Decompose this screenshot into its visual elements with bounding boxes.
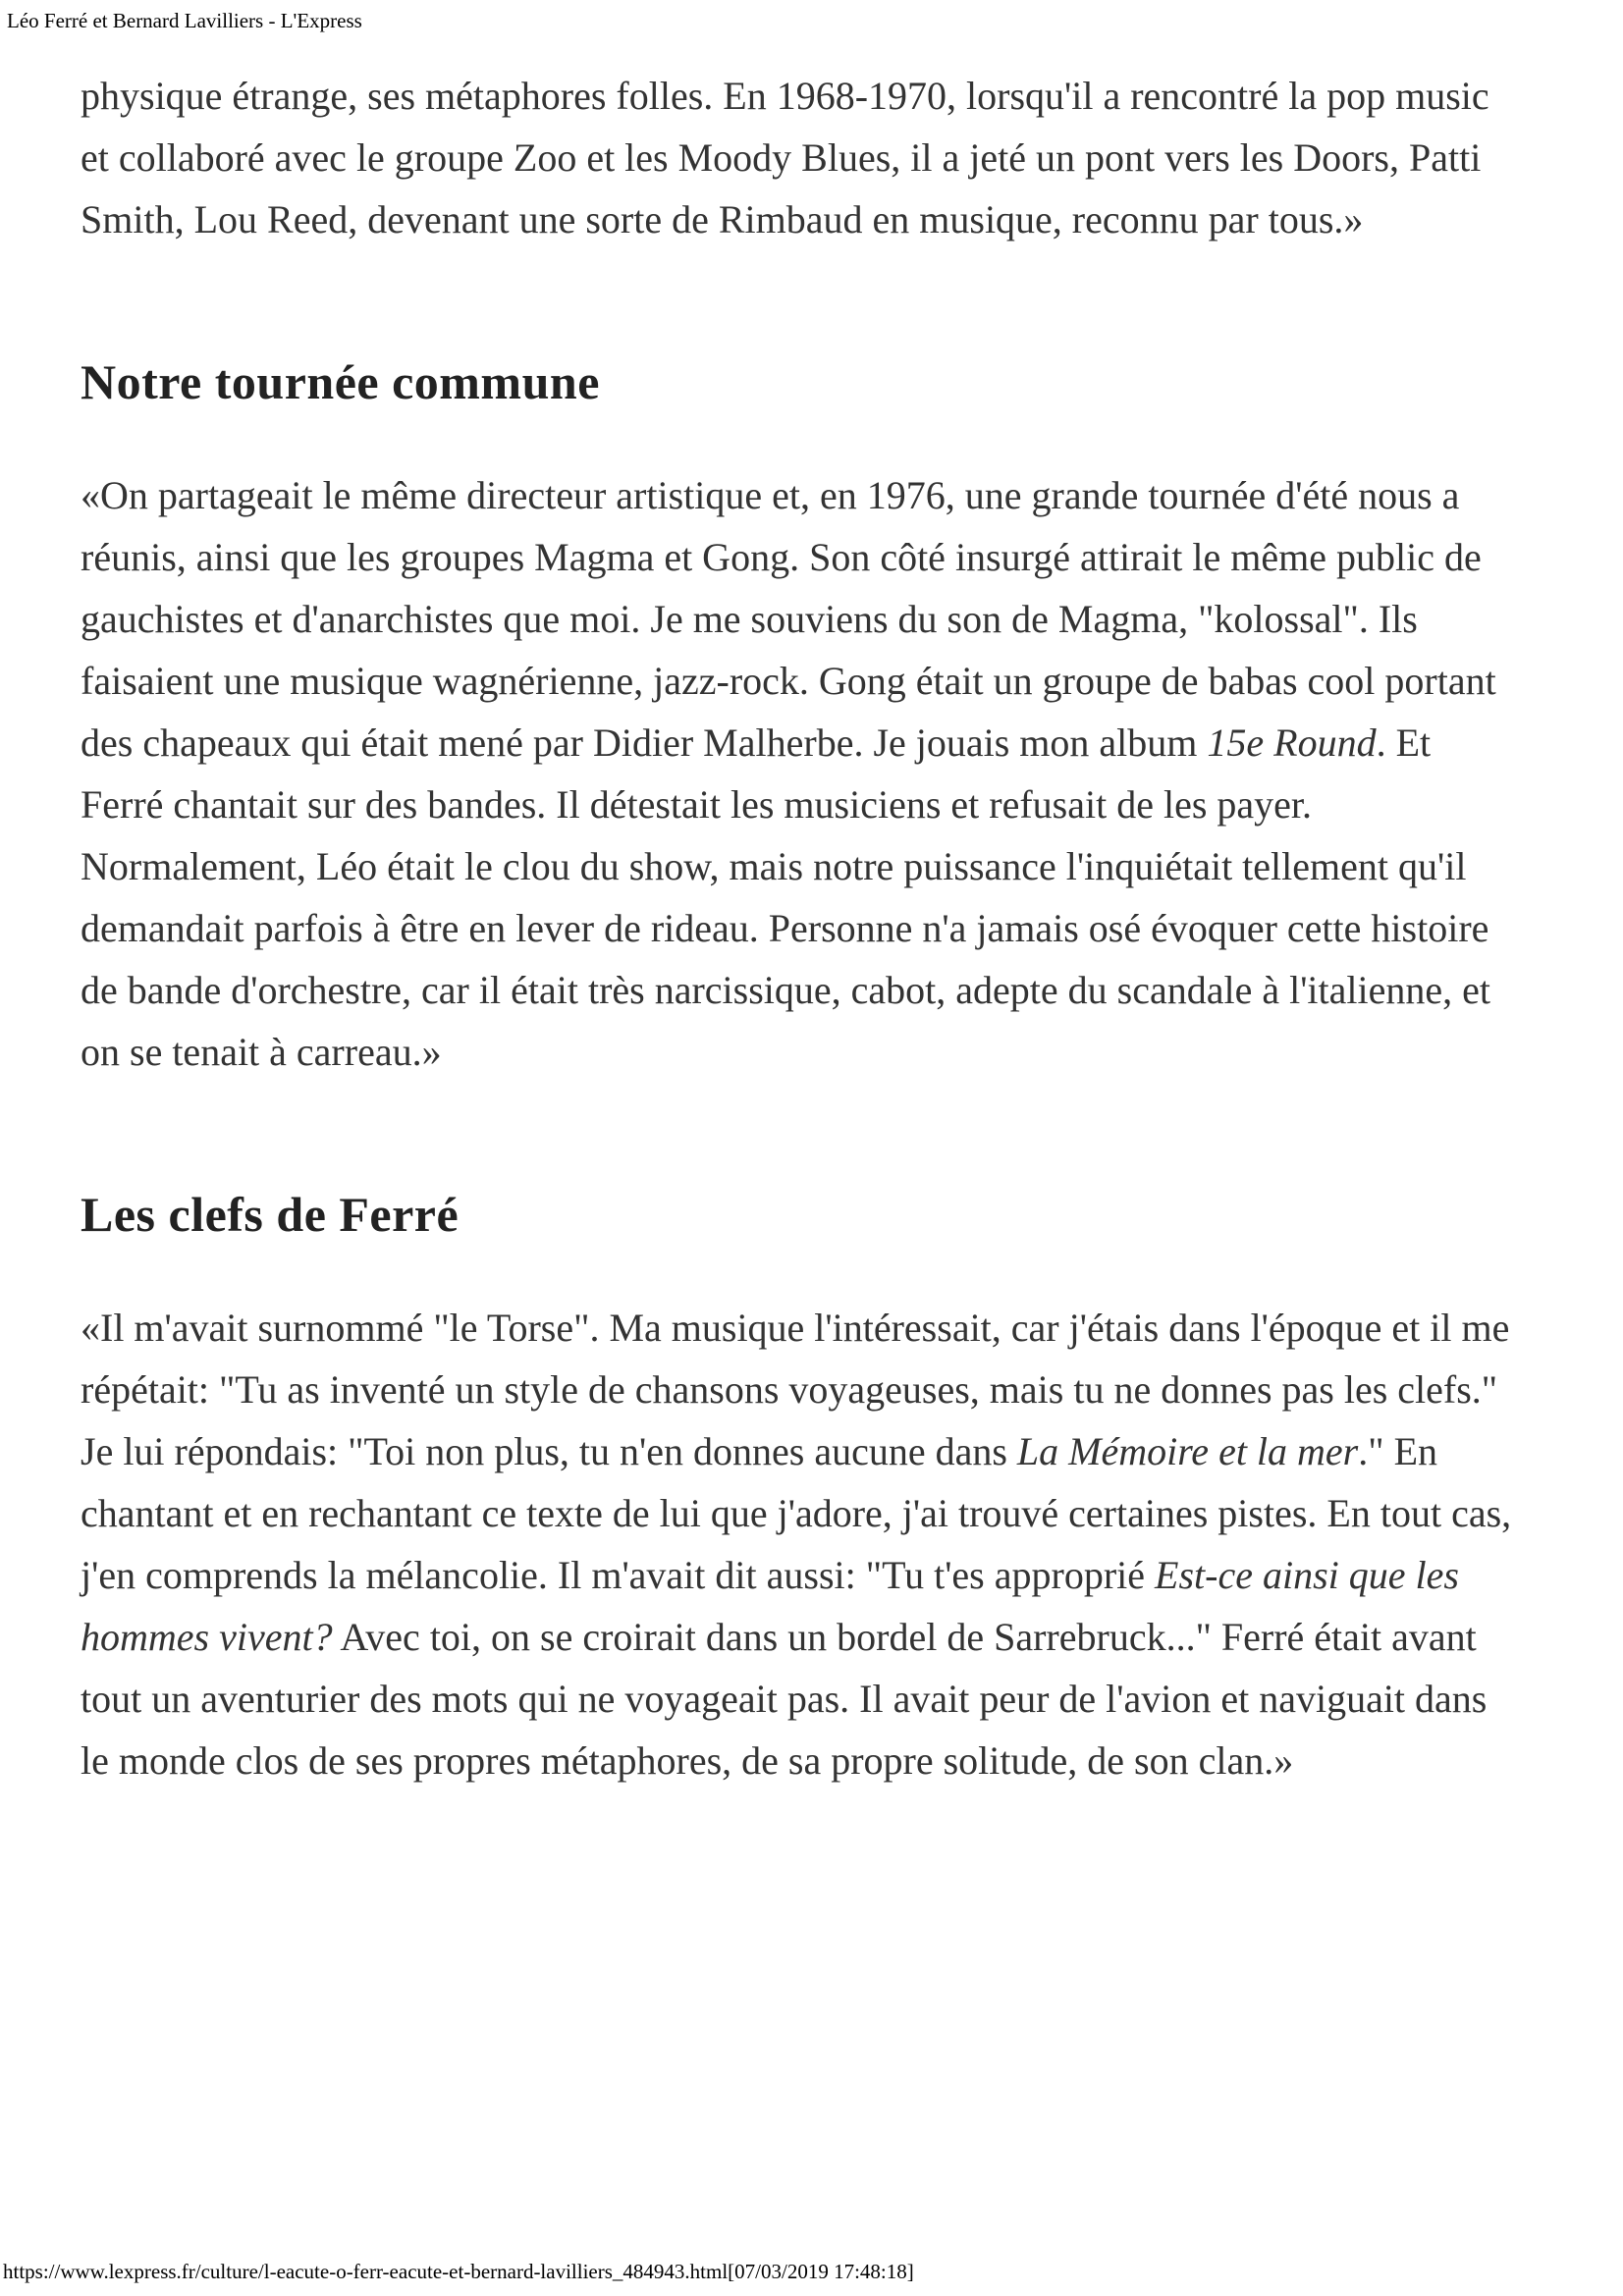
article-paragraph [81,1297,1512,1791]
page-footer-url: https://www.lexpress.fr/culture/l-eacute-o-ferr-eacute-et-bernard-lavilliers_484943.html[07/03/2019 17:48:18] [3,2260,914,2283]
paragraph-text: «Il m'avait surnommé "le Torse". Ma musique l'intéressait, car j'étais dans l'époque et il me répétait: "Tu as inventé un style de chansons voyageuses, mais tu ne donnes pas les clefs." Je lui répondais: "Toi non plus, tu n'en donnes aucune dans [81,1306,1510,1473]
paragraph-text: Avec toi, on se croirait dans un bordel de Sarrebruck..." Ferré était avant tout un aventurier des mots qui ne voyageait pas. Il avait peur de l'avion et naviguait dans le monde clos de ses propres métaphores, de sa propre solitude, de son clan.» [81,1615,1488,1783]
italic-work-title: 15e Round [1207,721,1377,765]
article-blocks [81,65,1512,1791]
paragraph-text: physique étrange, ses métaphores folles. En 1968-1970, lorsqu'il a rencontré la pop music et collaboré avec le groupe Zoo et les Moody Blues, il a jeté un pont vers les Doors, Patti Smith, Lou Reed, devenant une sorte de Rimbaud en musique, reconnu par tous.» [81,74,1489,241]
italic-work-title: Est-ce ainsi que les hommes vivent? [81,1553,1459,1659]
section-heading: Les clefs de Ferré [81,1187,460,1242]
italic-work-title: La Mémoire et la mer [1016,1429,1359,1473]
paragraph-text: . Et Ferré chantait sur des bandes. Il détestait les musiciens et refusait de les payer. Normalement, Léo était le clou du show, mais notre puissance l'inquiétait tellement qu'il demandait parfois à être en lever de rideau. Personne n'a jamais osé évoquer cette histoire de bande d'orchestre, car il était très narcissique, cabot, adepte du scandale à l'italienne, et on se tenait à carreau.» [81,721,1490,1074]
paragraph-text: ." En chantant et en rechantant ce texte de lui que j'adore, j'ai trouvé certaines pistes. En tout cas, j'en comprends la mélancolie. Il m'avait dit aussi: "Tu t'es approprié [81,1429,1512,1597]
page-header-title: Léo Ferré et Bernard Lavilliers - L'Express [7,9,362,32]
article-paragraph [81,464,1512,1083]
article-paragraph [81,65,1512,250]
section-heading: Notre tournée commune [81,354,600,409]
paragraph-text: «On partageait le même directeur artistique et, en 1976, une grande tournée d'été nous a réunis, ainsi que les groupes Magma et Gong. Son côté insurgé attirait le même public de gauchistes et d'anarchistes que moi. Je me souviens du son de Magma, "kolossal". Ils faisaient une musique wagnérienne, jazz-rock. Gong était un groupe de babas cool portant des chapeaux qui était mené par Didier Malherbe. Je jouais mon album [81,473,1496,765]
